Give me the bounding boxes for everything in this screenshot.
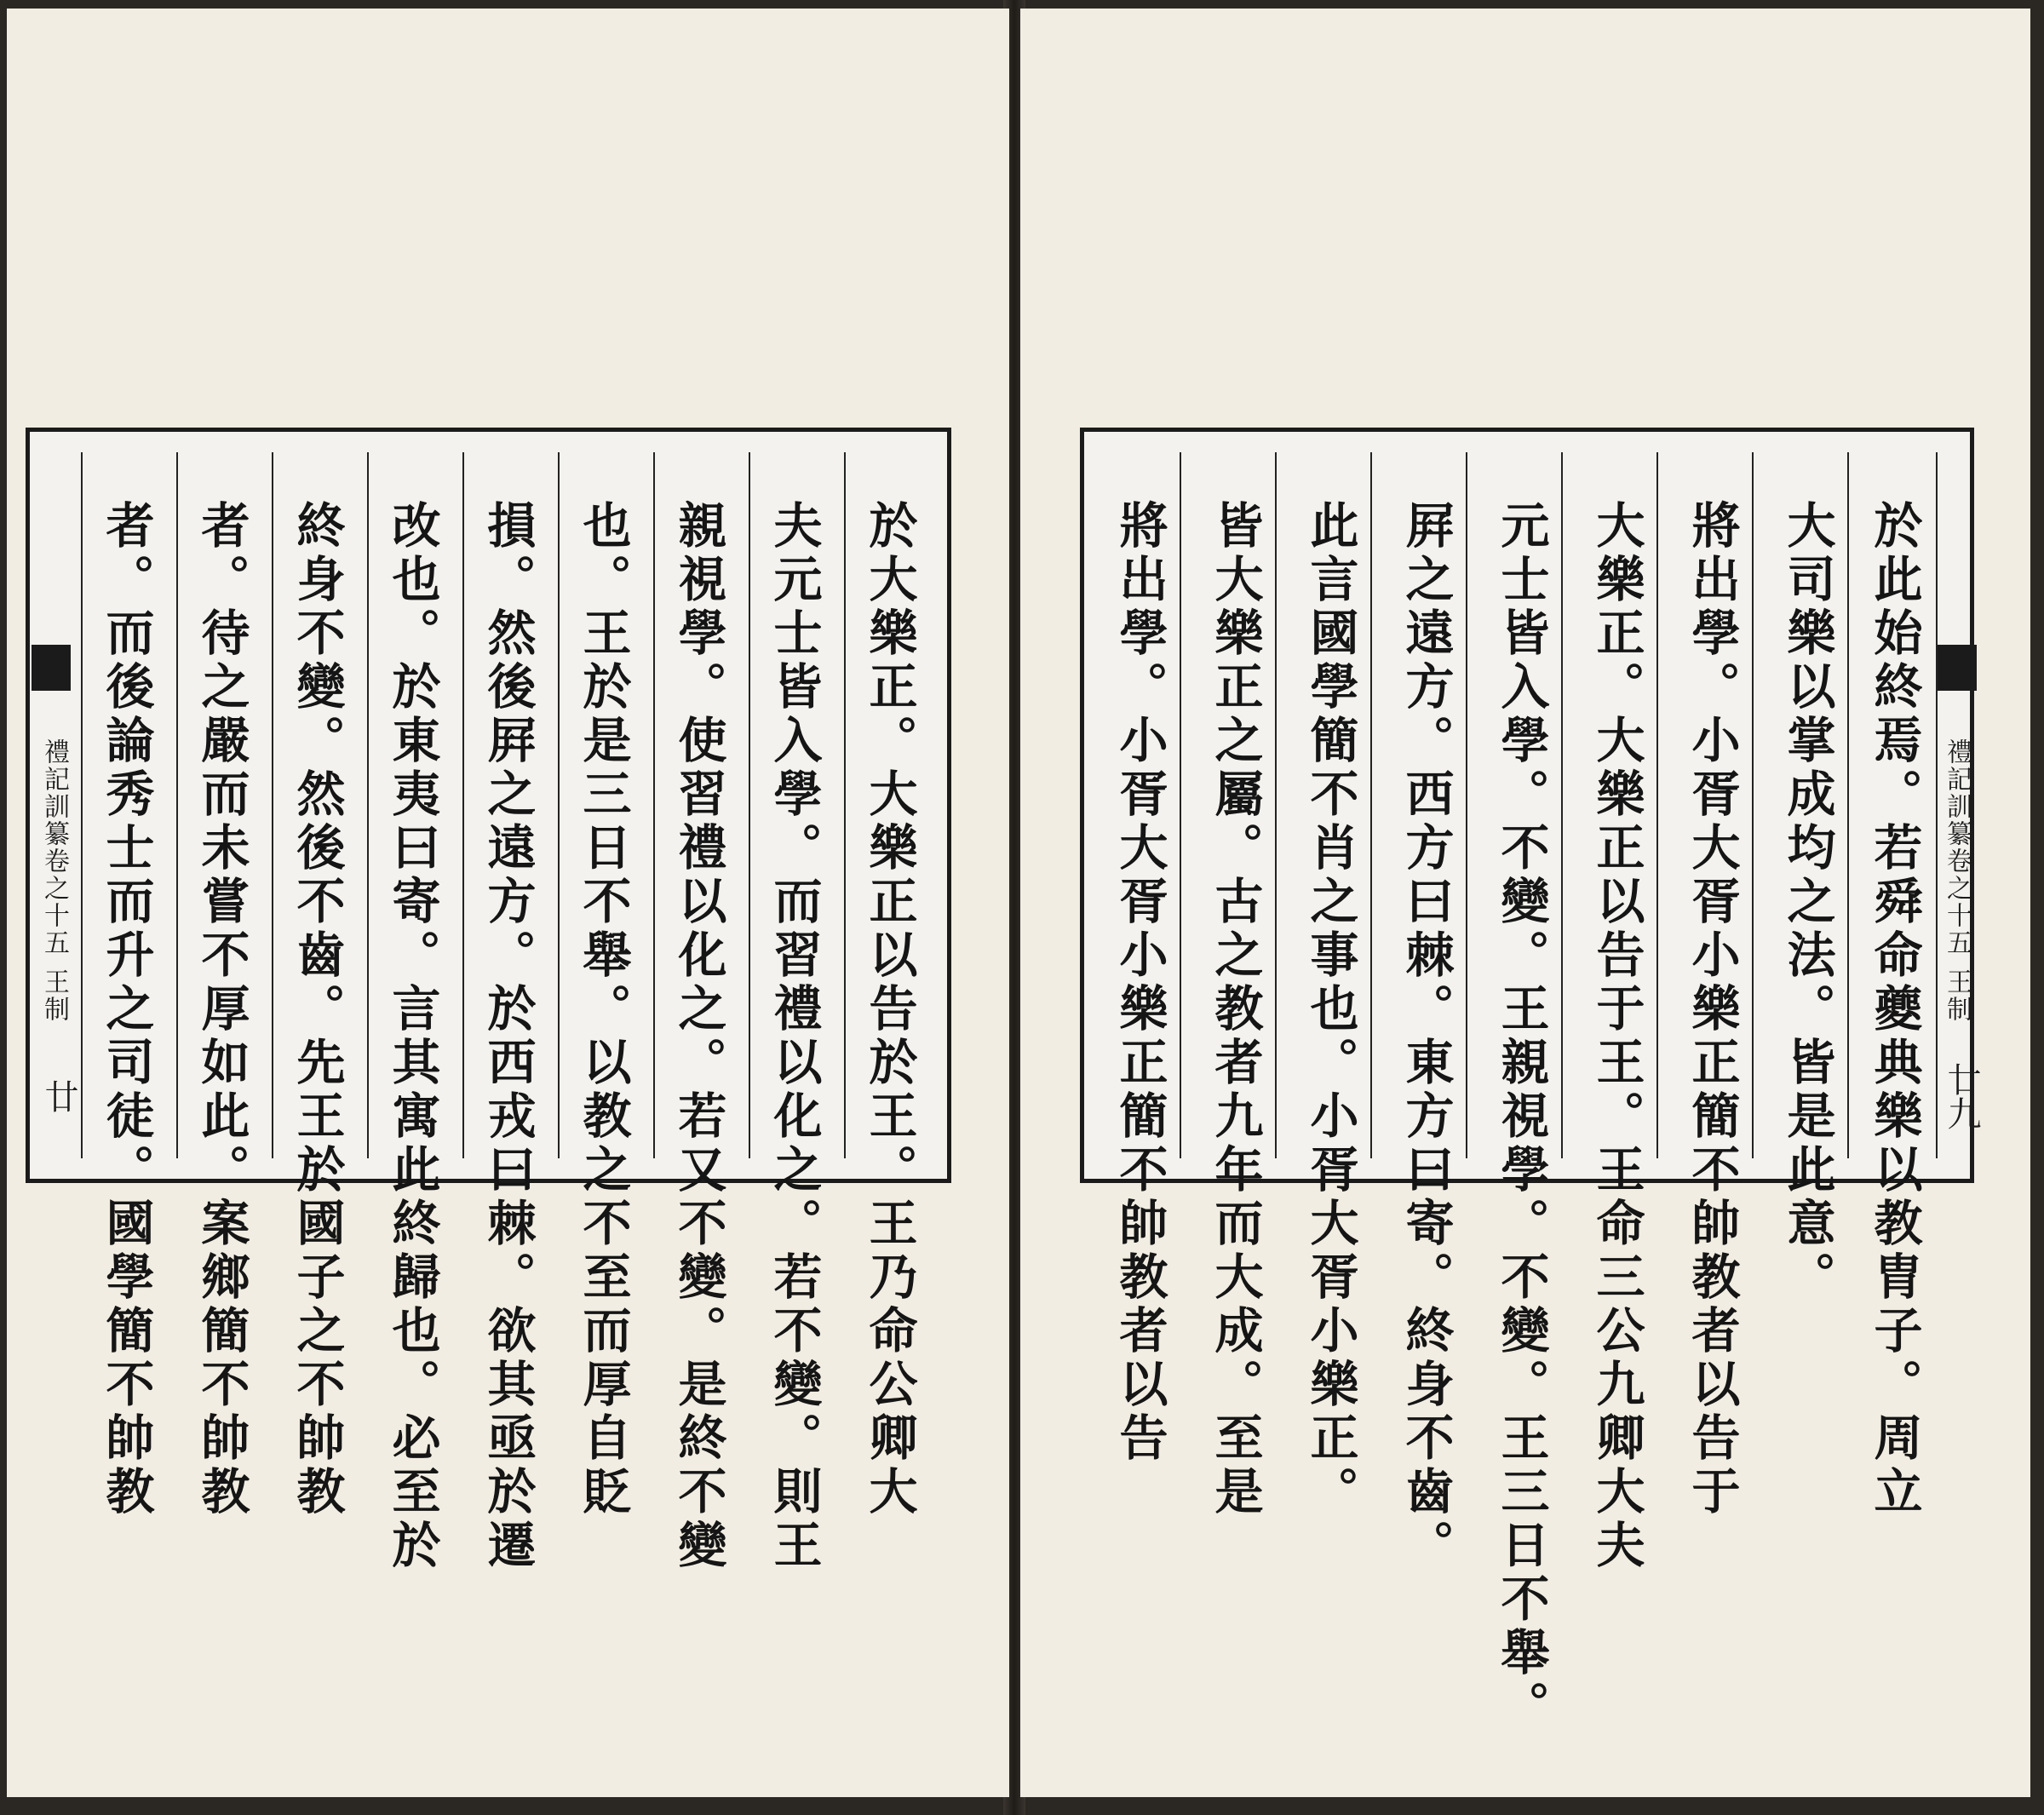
right-folio: 廿九 <box>1942 1062 1981 1130</box>
text-column: 屛之遠方。西方曰棘。東方曰寄。終身不齒。 <box>1398 500 1455 1573</box>
column-rule <box>1656 452 1658 1158</box>
text-column: 也。王於是三日不舉。以教之不至而厚自貶 <box>575 500 632 1519</box>
text-column: 夫元士皆入學。而習禮以化之。若不變。則王 <box>766 500 823 1573</box>
column-rule <box>1275 452 1277 1158</box>
right-text-frame <box>1080 428 1981 1734</box>
right-margin-chapter: 王制 <box>1942 968 1972 1023</box>
text-column: 皆大樂正之屬。古之教者九年而大成。至是 <box>1207 500 1264 1519</box>
text-column: 者。而後論秀士而升之司徒。國學簡不帥教 <box>98 500 155 1519</box>
text-column: 於大樂正。大樂正以告於王。王乃命公卿大 <box>861 500 918 1519</box>
column-rule <box>1752 452 1754 1158</box>
text-column: 損。然後屛之遠方。於西戎曰棘。欲其亟於遷 <box>479 500 537 1573</box>
text-column: 終身不變。然後不齒。先王於國子之不帥教 <box>289 500 346 1519</box>
column-rule <box>1561 452 1563 1158</box>
text-column: 者。待之嚴而未嘗不厚如此。案鄉簡不帥教 <box>193 500 250 1519</box>
column-rule <box>653 452 655 1158</box>
column-rule <box>558 452 560 1158</box>
left-folio: 廿 <box>39 1079 78 1113</box>
left-fishtail-mark <box>32 645 71 691</box>
text-column: 改也。於東夷曰寄。言其寓此終歸也。必至於 <box>384 500 441 1573</box>
column-rule <box>367 452 369 1158</box>
column-rule <box>749 452 750 1158</box>
text-column: 大司樂以掌成均之法。皆是此意。 <box>1779 500 1836 1305</box>
column-rule <box>1370 452 1372 1158</box>
text-column: 元士皆入學。不變。王親視學。不變。王三日不舉。 <box>1493 500 1550 1734</box>
text-column: 親視學。使習禮以化之。若又不變。是終不變 <box>670 500 727 1573</box>
text-column: 大樂正。大樂正以告于王。王命三公九卿大夫 <box>1588 500 1645 1573</box>
column-rule <box>1847 452 1849 1158</box>
text-column: 此言國學簡不肖之事也。小胥大胥小樂正。 <box>1302 500 1359 1519</box>
right-margin-title: 禮記訓纂卷之十五 <box>1942 738 1972 956</box>
column-rule <box>1466 452 1467 1158</box>
text-column: 將出學。小胥大胥小樂正簡不帥教者以告于 <box>1684 500 1741 1519</box>
left-margin-title: 禮記訓纂卷之十五 <box>39 738 69 956</box>
left-margin-chapter: 王制 <box>39 968 69 1023</box>
right-fishtail-mark <box>1938 645 1977 691</box>
text-column: 將出學。小胥大胥小樂正簡不帥教者以告 <box>1111 500 1168 1466</box>
column-rule <box>1180 452 1181 1158</box>
column-rule <box>844 452 846 1158</box>
left-text-frame <box>26 428 951 1573</box>
text-column: 於此始終焉。若舜命夔典樂以教胄子。周立 <box>1866 500 1923 1519</box>
column-rule <box>176 452 178 1158</box>
column-rule <box>272 452 273 1158</box>
column-rule <box>462 452 464 1158</box>
column-rule <box>81 452 83 1158</box>
